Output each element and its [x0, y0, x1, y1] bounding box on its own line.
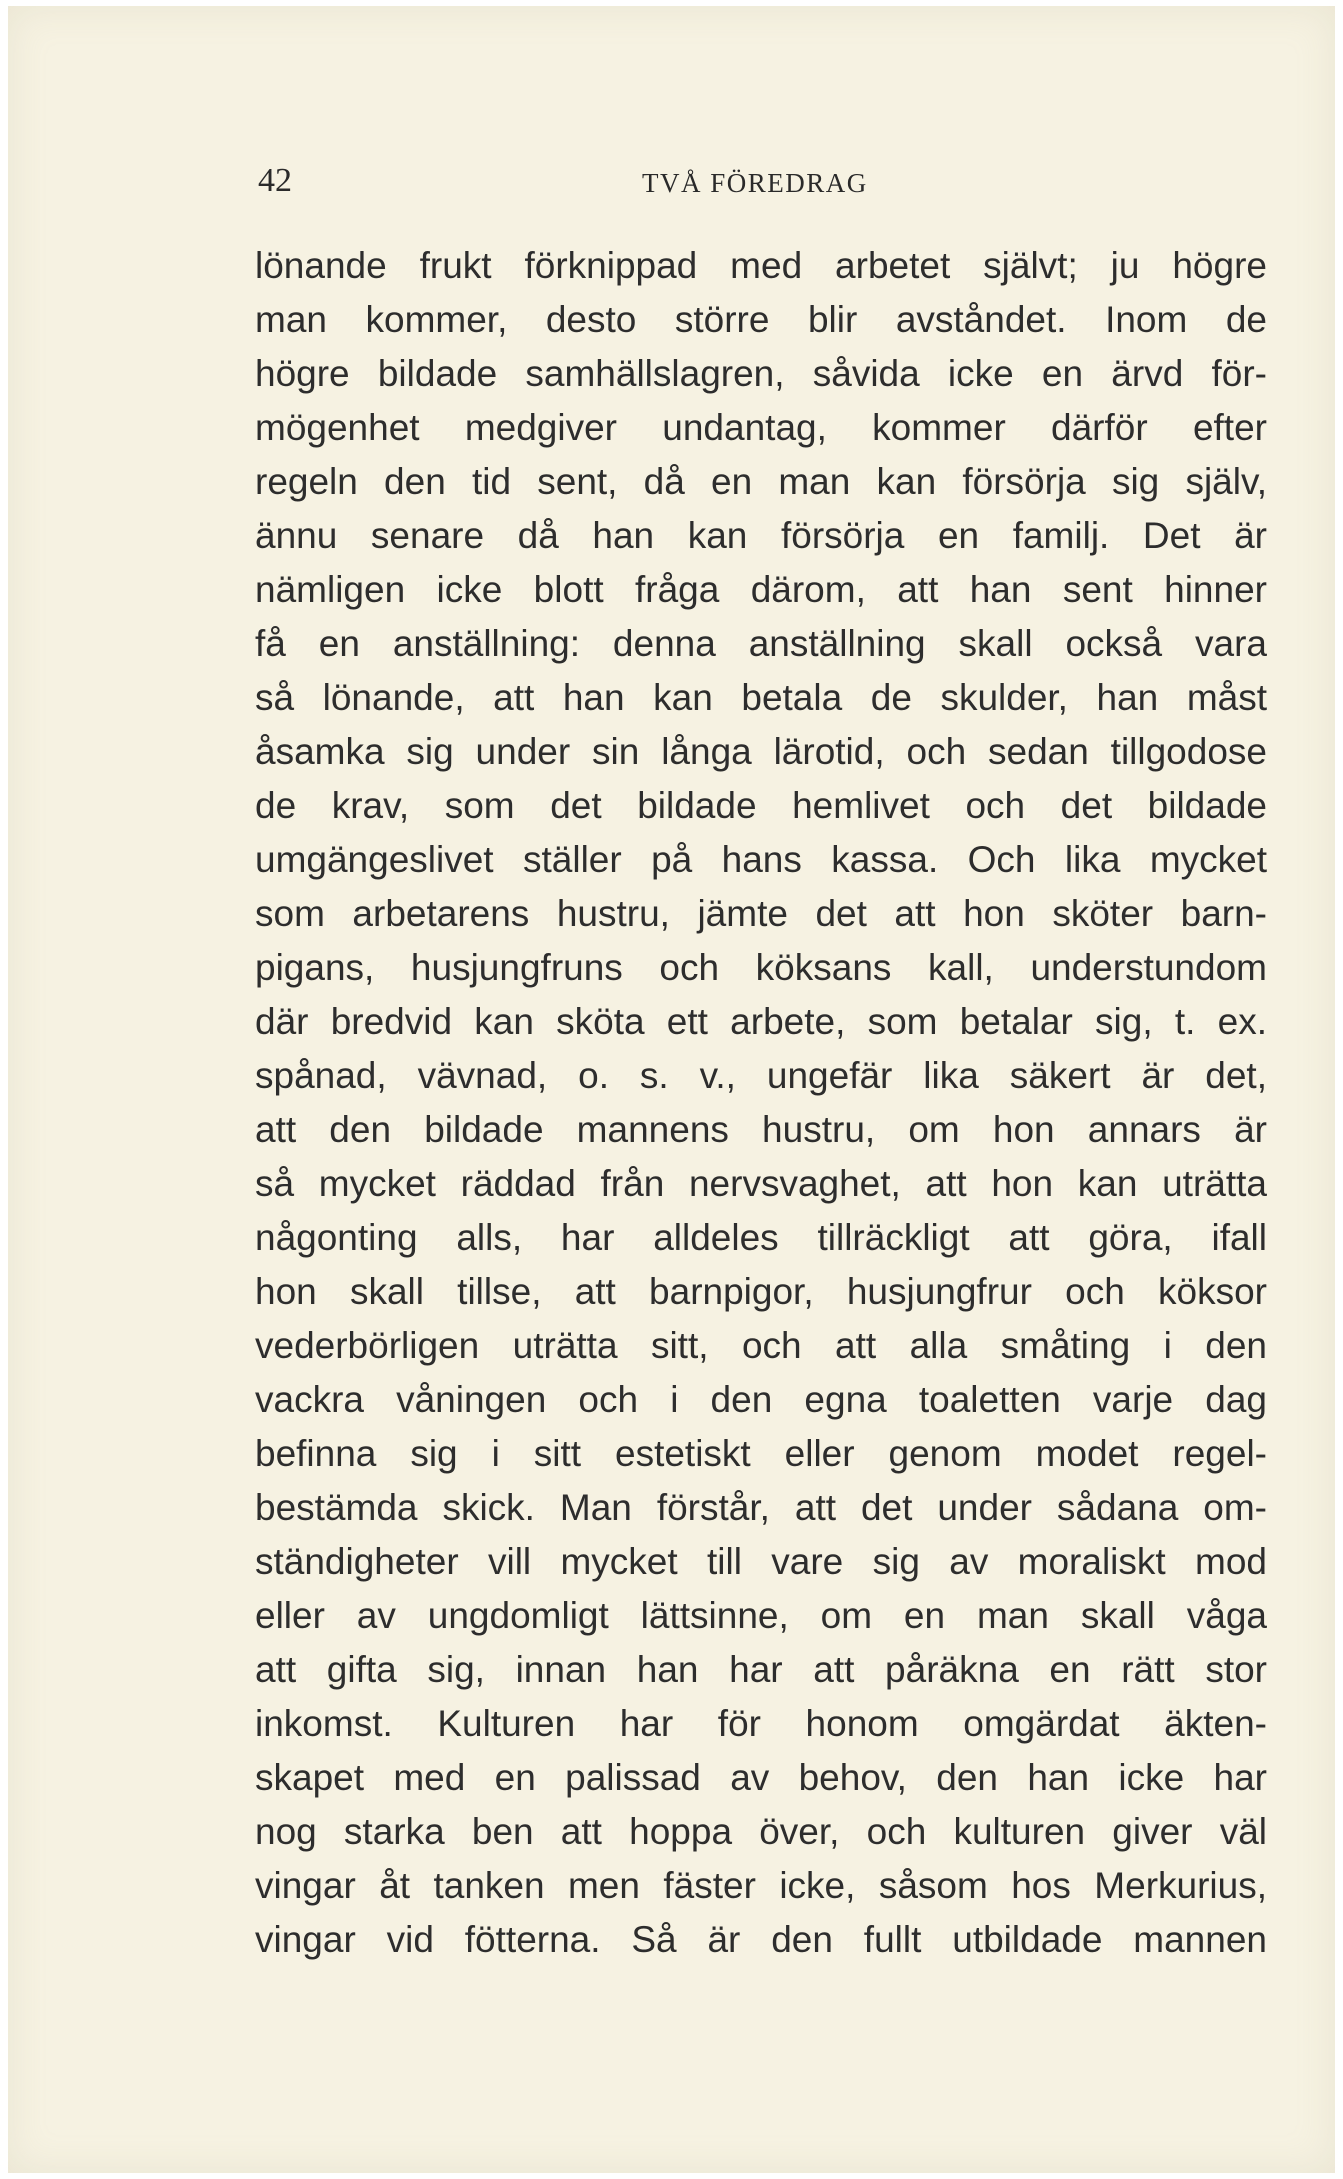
text-line: befinna sig i sitt estetiskt eller genom modet regel- [255, 1433, 1267, 1474]
text-line: vingar vid fötterna. Så är den fullt utbildade mannen [255, 1919, 1267, 1960]
text-line: spånad, vävnad, o. s. v., ungefär lika säkert är det, [255, 1055, 1267, 1096]
text-line: som arbetarens hustru, jämte det att hon sköter barn- [255, 893, 1267, 934]
text-line: skapet med en palissad av behov, den han icke har [255, 1757, 1267, 1798]
text-line: ständigheter vill mycket till vare sig av moraliskt mod [255, 1541, 1267, 1582]
text-line: vingar åt tanken men fäster icke, såsom hos Merkurius, [255, 1865, 1267, 1906]
text-line: hon skall tillse, att barnpigor, husjungfrur och köksor [255, 1271, 1267, 1312]
text-line: åsamka sig under sin långa lärotid, och sedan tillgodose [255, 731, 1267, 772]
text-line: att den bildade mannens hustru, om hon annars är [255, 1109, 1267, 1150]
text-line: inkomst. Kulturen har för honom omgärdat äkten- [255, 1703, 1267, 1744]
page-header [252, 154, 902, 214]
text-line: där bredvid kan sköta ett arbete, som betalar sig, t. ex. [255, 1001, 1267, 1042]
body-text [255, 239, 1267, 1967]
text-line: de krav, som det bildade hemlivet och det bildade [255, 785, 1267, 826]
text-line: mögenhet medgiver undantag, kommer därför efter [255, 407, 1267, 448]
text-line: vederbörligen uträtta sitt, och att alla småting i den [255, 1325, 1267, 1366]
text-line: högre bildade samhällslagren, såvida icke en ärvd för- [255, 353, 1267, 394]
text-line: nog starka ben att hoppa över, och kulturen giver väl [255, 1811, 1267, 1852]
text-line: så lönande, att han kan betala de skulder, han måst [255, 677, 1267, 718]
running-head: TVÅ FÖREDRAG [642, 168, 868, 198]
text-line: umgängeslivet ställer på hans kassa. Och lika mycket [255, 839, 1267, 880]
text-line: någonting alls, har alldeles tillräckligt att göra, ifall [255, 1217, 1267, 1258]
text-line: vackra våningen och i den egna toaletten varje dag [255, 1379, 1267, 1420]
text-line: eller av ungdomligt lättsinne, om en man skall våga [255, 1595, 1267, 1636]
text-line: lönande frukt förknippad med arbetet självt; ju högre [255, 245, 1267, 286]
text-line: bestämda skick. Man förstår, att det under sådana om- [255, 1487, 1267, 1528]
page-number: 42 [258, 162, 292, 199]
text-line: ännu senare då han kan försörja en familj. Det är [255, 515, 1267, 556]
text-line: regeln den tid sent, då en man kan försörja sig själv, [255, 461, 1267, 502]
book-page [8, 6, 1335, 2173]
text-line: nämligen icke blott fråga därom, att han sent hinner [255, 569, 1267, 610]
text-line: få en anställning: denna anställning skall också vara [255, 623, 1267, 664]
text-line: att gifta sig, innan han har att påräkna en rätt stor [255, 1649, 1267, 1690]
text-line: så mycket räddad från nervsvaghet, att hon kan uträtta [255, 1163, 1267, 1204]
text-line: pigans, husjungfruns och köksans kall, understundom [255, 947, 1267, 988]
text-line: man kommer, desto större blir avståndet. Inom de [255, 299, 1267, 340]
